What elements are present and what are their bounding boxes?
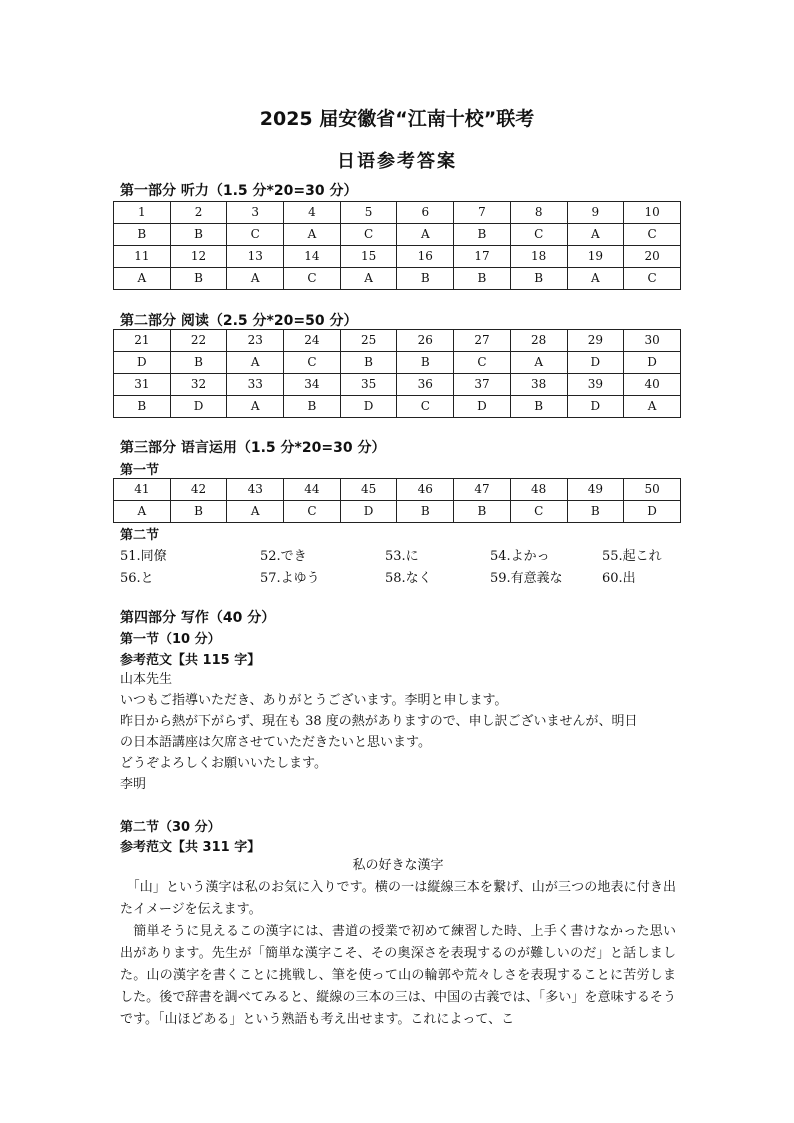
fill-answer-60: 60.出 [602,571,636,586]
essay-paragraph [120,877,676,921]
part2-answer-table [113,329,681,418]
answer-cell: A [397,224,454,246]
answer-cell: B [397,352,454,374]
part4-section2-title: 第二节（30 分） [120,820,221,835]
answer-cell: C [227,224,284,246]
answer-cell: D [114,352,171,374]
answer-cell: C [510,224,567,246]
answer-cell: C [284,268,341,290]
answer-cell: B [510,268,567,290]
fill-answer-59: 59.有意義な [490,571,563,586]
answer-cell: A [227,268,284,290]
question-number-cell: 12 [170,246,227,268]
question-number-cell: 25 [340,330,397,352]
answer-row [114,396,681,418]
question-number-cell: 34 [284,374,341,396]
letter-line: どうぞよろしくお願いいたします。 [120,756,327,771]
part4-section1-title: 第一节（10 分） [120,632,221,647]
answer-cell: B [284,396,341,418]
question-number-cell: 15 [340,246,397,268]
essay-paragraph-text: 「山」という漢字は私のお気に入りです。横の一は縦線三本を繋げ、山が三つの地表に付き出たイメージを伝えます。 [120,880,676,917]
question-number-cell: 7 [454,202,511,224]
part4-section2-sample-label: 参考范文【共 311 字】 [120,840,261,855]
answer-cell: C [340,224,397,246]
letter-line: 山本先生 [120,672,173,687]
answer-cell: C [510,501,567,523]
answer-cell: C [284,501,341,523]
question-number-cell: 46 [397,479,454,501]
answer-cell: A [567,268,624,290]
question-number-cell: 27 [454,330,511,352]
fill-answer-53: 53.に [385,549,419,564]
answer-cell: C [397,396,454,418]
answer-cell: A [510,352,567,374]
indent-mark [120,880,133,895]
part1-answer-table [113,201,681,290]
question-number-cell: 23 [227,330,284,352]
answer-cell: D [340,501,397,523]
answer-cell: A [567,224,624,246]
question-number-cell: 31 [114,374,171,396]
answer-cell: D [567,396,624,418]
question-number-cell: 30 [624,330,681,352]
letter-sample [120,669,680,795]
question-number-cell: 48 [510,479,567,501]
answer-cell: C [454,352,511,374]
question-number-cell: 50 [624,479,681,501]
answer-cell: A [624,396,681,418]
answer-cell: A [340,268,397,290]
answer-cell: D [340,396,397,418]
question-number-cell: 38 [510,374,567,396]
page-title: 2025 届安徽省“江南十校”联考 [259,108,535,130]
answer-cell: B [454,268,511,290]
fill-answer-58: 58.なく [385,571,432,586]
question-number-cell: 29 [567,330,624,352]
answer-cell: C [284,352,341,374]
question-number-cell: 37 [454,374,511,396]
question-number-cell: 39 [567,374,624,396]
answer-row [114,352,681,374]
essay-title: 私の好きな漢字 [352,858,444,873]
answer-cell: A [114,501,171,523]
answer-cell: B [114,396,171,418]
answer-cell: B [397,501,454,523]
answer-cell: A [114,268,171,290]
question-number-row [114,374,681,396]
question-number-cell: 9 [567,202,624,224]
question-number-cell: 11 [114,246,171,268]
part4-heading: 第四部分 写作（40 分） [120,610,276,626]
part2-heading: 第二部分 阅读（2.5 分*20=50 分） [120,313,358,329]
question-number-cell: 1 [114,202,171,224]
answer-cell: B [510,396,567,418]
answer-cell: B [454,501,511,523]
question-number-cell: 44 [284,479,341,501]
answer-cell: B [397,268,454,290]
question-number-cell: 2 [170,202,227,224]
letter-line: 昨日から熱が下がらず、現在も 38 度の熱がありますので、申し訳ございませんが、明日 [120,714,638,729]
question-number-cell: 6 [397,202,454,224]
part3-answer-table [113,478,681,523]
letter-line: いつもご指導いただき、ありがとうございます。李明と申します。 [120,693,508,708]
fill-answer-51: 51.同僚 [120,549,167,564]
part1-heading: 第一部分 听力（1.5 分*20=30 分） [120,183,358,199]
essay-paragraph [120,921,676,1031]
answer-cell: D [624,501,681,523]
answer-cell: B [567,501,624,523]
answer-cell: D [624,352,681,374]
question-number-cell: 5 [340,202,397,224]
answer-cell: D [454,396,511,418]
part4-section1-sample-label: 参考范文【共 115 字】 [120,653,261,668]
question-number-row [114,479,681,501]
answer-cell: B [170,224,227,246]
answer-row [114,268,681,290]
answer-cell: C [624,268,681,290]
answer-cell: B [170,501,227,523]
answer-cell: B [340,352,397,374]
answer-cell: A [227,352,284,374]
part3-heading: 第三部分 语言运用（1.5 分*20=30 分） [120,440,386,456]
question-number-cell: 3 [227,202,284,224]
answer-cell: A [227,396,284,418]
fill-answer-54: 54.よかっ [490,549,550,564]
question-number-cell: 47 [454,479,511,501]
indent-mark [120,924,133,939]
question-number-cell: 49 [567,479,624,501]
part3-section2-label: 第二节 [120,528,160,543]
question-number-cell: 20 [624,246,681,268]
question-number-cell: 36 [397,374,454,396]
answer-cell: B [170,352,227,374]
question-number-cell: 14 [284,246,341,268]
question-number-cell: 18 [510,246,567,268]
question-number-cell: 40 [624,374,681,396]
part3-section1-label: 第一节 [120,463,160,478]
question-number-cell: 4 [284,202,341,224]
answer-cell: D [567,352,624,374]
answer-row [114,501,681,523]
question-number-cell: 26 [397,330,454,352]
essay-paragraph-text: 簡単そうに見えるこの漢字には、書道の授業で初めて練習した時、上手く書けなかった思い出があります。先生が「簡単な漢字こそ、その奥深さを表現するのが難しいのだ」と話しました。山の漢字を書くことに挑戦し、筆を使って山の輪郭や荒々しさを表現することに苦労しました。後で辞書を調べてみると、縦線の三本の三は、中国の古義では、「多い」を意味するそうです。「山ほどある」という熟語も考え出せます。これによって、こ [120,924,676,1027]
fill-answer-52: 52.でき [260,549,307,564]
answer-cell: A [227,501,284,523]
question-number-cell: 16 [397,246,454,268]
answer-cell: C [624,224,681,246]
question-number-cell: 19 [567,246,624,268]
question-number-cell: 8 [510,202,567,224]
question-number-cell: 32 [170,374,227,396]
question-number-cell: 21 [114,330,171,352]
essay-sample [120,855,676,1031]
question-number-cell: 45 [340,479,397,501]
question-number-cell: 17 [454,246,511,268]
page-subtitle: 日语参考答案 [337,151,457,172]
question-number-row [114,246,681,268]
answer-cell: D [170,396,227,418]
question-number-cell: 24 [284,330,341,352]
answer-cell: B [114,224,171,246]
answer-row [114,224,681,246]
question-number-cell: 10 [624,202,681,224]
question-number-cell: 22 [170,330,227,352]
answer-cell: B [170,268,227,290]
question-number-cell: 35 [340,374,397,396]
answer-cell: B [454,224,511,246]
answer-cell: A [284,224,341,246]
question-number-cell: 13 [227,246,284,268]
question-number-row [114,330,681,352]
question-number-cell: 41 [114,479,171,501]
question-number-cell: 33 [227,374,284,396]
question-number-cell: 43 [227,479,284,501]
letter-line: 李明 [120,777,147,792]
fill-answer-55: 55.起これ [602,549,662,564]
question-number-row [114,202,681,224]
letter-line: の日本語講座は欠席させていただきたいと思います。 [120,735,431,750]
question-number-cell: 28 [510,330,567,352]
fill-answer-56: 56.と [120,571,154,586]
question-number-cell: 42 [170,479,227,501]
fill-answer-57: 57.よゆう [260,571,320,586]
